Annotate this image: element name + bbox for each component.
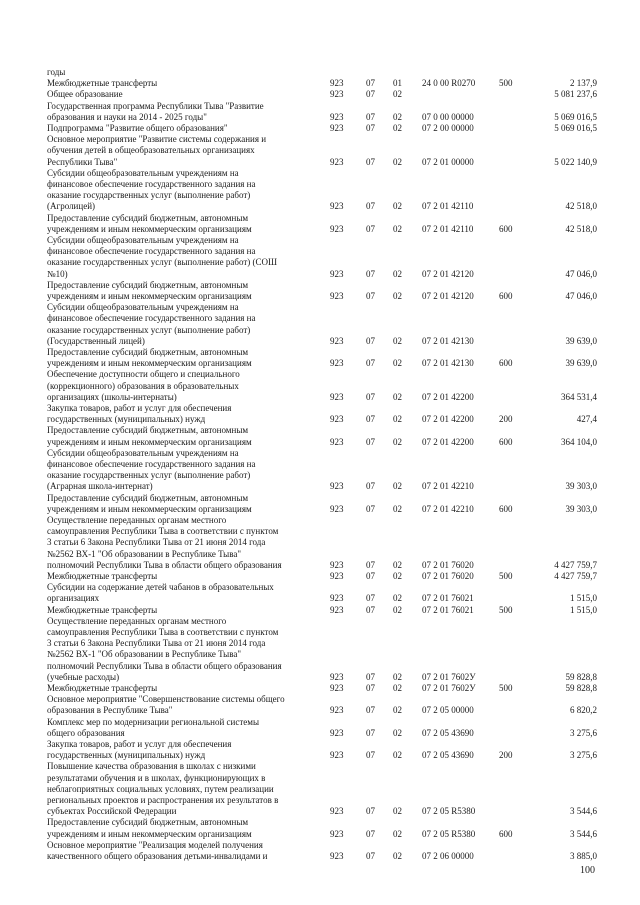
subsection-code: 02	[393, 727, 402, 738]
row-name-line: Основное мероприятие "Развитие системы содержания и	[47, 134, 267, 145]
ved-code: 923	[330, 727, 344, 738]
amount: 42 518,0	[565, 223, 597, 234]
table-row	[0, 515, 640, 571]
target-article-code: 07 2 01 76020	[422, 571, 474, 581]
row-name-line: учреждениям и иным некоммерческим организациям	[47, 828, 252, 839]
row-name-line: учреждениям и иным некоммерческим организациям	[47, 436, 252, 447]
expense-type-code: 600	[499, 290, 513, 301]
amount: 4 427 759,7	[554, 559, 597, 570]
row-name-line: Межбюджетные трансферты	[47, 604, 158, 615]
subsection-code: 02	[393, 503, 402, 514]
row-name-line: 3 статьи 6 Закона Республики Тыва от 21 июня 2014 года	[47, 537, 266, 548]
row-name	[47, 739, 319, 761]
row-name-line: Закупка товаров, работ и услуг для обеспечения	[47, 739, 232, 749]
row-name-line: годы	[47, 67, 66, 77]
target-article-code: 07 2 01 76021	[422, 604, 474, 615]
row-name	[47, 213, 319, 235]
section-code: 07	[366, 123, 375, 133]
section-code: 07	[366, 571, 375, 581]
row-name	[47, 168, 319, 213]
table-row	[0, 213, 640, 235]
section-code: 07	[366, 436, 375, 447]
subsection-code: 02	[393, 111, 402, 122]
ved-code: 923	[330, 335, 344, 346]
row-name-line: качественного общего образования детьми-инвалидами и	[47, 851, 268, 861]
section-code: 07	[366, 223, 375, 234]
section-code: 07	[366, 683, 375, 693]
row-name-line: учреждениям и иным некоммерческим организациям	[47, 503, 252, 514]
section-code: 07	[366, 850, 375, 861]
row-name-line: Основное мероприятие "Совершенствование системы общего	[47, 694, 285, 705]
amount: 5 022 140,9	[554, 156, 597, 167]
row-name-line: (Государственный лицей)	[47, 335, 145, 346]
ved-code: 923	[330, 671, 344, 682]
ved-code: 923	[330, 290, 344, 301]
expense-type-code: 600	[499, 223, 513, 234]
row-name-line: Предоставление субсидий бюджетным, автономным	[47, 492, 249, 503]
target-article-code: 07 2 01 42200	[422, 391, 474, 402]
row-name-line: финансовое обеспечение государственного задания на	[47, 313, 256, 324]
row-name-line: Предоставление субсидий бюджетным, автономным	[47, 425, 249, 436]
row-name-line: государственных (муниципальных) нужд	[47, 750, 206, 761]
target-article-code: 07 2 01 42120	[422, 290, 474, 301]
subsection-code: 02	[393, 268, 402, 279]
row-name-line: Повышение качества образования в школах с низкими	[47, 761, 256, 772]
amount: 42 518,0	[565, 201, 597, 212]
subsection-code: 01	[393, 78, 402, 89]
row-name-line: Предоставление субсидий бюджетным, автономным	[47, 817, 249, 828]
subsection-code: 02	[393, 806, 402, 817]
target-article-code: 07 2 01 76020	[422, 559, 474, 570]
target-article-code: 07 2 06 00000	[422, 850, 474, 861]
ved-code: 923	[330, 123, 344, 133]
row-name	[47, 134, 319, 168]
amount: 3 885,0	[570, 850, 597, 861]
amount: 6 820,2	[570, 705, 597, 716]
row-name-line: Субсидии общеобразовательным учреждениям на	[47, 235, 239, 245]
section-code: 07	[366, 201, 375, 212]
subsection-code: 02	[393, 705, 402, 716]
amount: 3 544,6	[570, 828, 597, 839]
amount: 364 531,4	[561, 391, 597, 402]
table-row	[0, 347, 640, 369]
row-name-line: субъектах Российской Федерации	[47, 806, 177, 817]
row-name	[47, 515, 319, 571]
ved-code: 923	[330, 358, 344, 369]
row-name	[47, 302, 319, 347]
target-article-code: 07 0 00 00000	[422, 111, 474, 122]
table-row	[0, 605, 640, 616]
row-name-line: Обеспечение доступности общего и специального	[47, 369, 240, 380]
section-code: 07	[366, 414, 375, 425]
row-name-line: государственных (муниципальных) нужд	[47, 414, 206, 425]
target-article-code: 07 2 01 42130	[422, 358, 474, 369]
row-name	[47, 89, 319, 100]
table-row	[0, 168, 640, 213]
subsection-code: 02	[393, 850, 402, 861]
row-name	[47, 683, 319, 694]
row-name-line: оказание государственных услуг (выполнение работ)	[47, 190, 251, 201]
table-row	[0, 78, 640, 89]
target-article-code: 07 2 01 42110	[422, 223, 474, 234]
row-name-line: Субсидии общеобразовательным учреждениям на	[47, 167, 239, 178]
row-name	[47, 235, 319, 280]
amount: 1 515,0	[570, 593, 597, 604]
amount: 39 639,0	[565, 358, 597, 369]
ved-code: 923	[330, 436, 344, 447]
row-name-line: полномочий Республики Тыва в области общего образования	[47, 559, 282, 570]
target-article-code: 07 2 01 42210	[422, 481, 474, 492]
row-name-line: (коррекционного) образования в образовательных	[47, 380, 239, 391]
row-name-line: региональных проектов и распространения их результатов в	[47, 795, 279, 805]
amount: 59 828,8	[565, 671, 597, 682]
row-name-line: финансовое обеспечение государственного задания на	[47, 246, 256, 257]
amount: 2 137,9	[570, 78, 597, 89]
page-number: 100	[580, 865, 595, 876]
target-article-code: 07 2 01 42110	[422, 201, 474, 212]
row-name-line: оказание государственных услуг (выполнение работ)	[47, 324, 251, 335]
row-name	[47, 403, 319, 425]
row-name-line: №2562 ВХ-1 "Об образовании в Республике Тыва"	[47, 548, 242, 559]
row-name-line: 3 статьи 6 Закона Республики Тыва от 21 июня 2014 года	[47, 638, 266, 649]
section-code: 07	[366, 604, 375, 615]
section-code: 07	[366, 358, 375, 369]
row-name-line: самоуправления Республики Тыва в соответствии с пунктом	[47, 526, 279, 537]
ved-code: 923	[330, 268, 344, 279]
subsection-code: 02	[393, 593, 402, 604]
row-name	[47, 369, 319, 403]
subsection-code: 02	[393, 571, 402, 581]
target-article-code: 07 2 01 7602У	[422, 671, 476, 682]
ved-code: 923	[330, 604, 344, 615]
table-row	[0, 739, 640, 761]
subsection-code: 02	[393, 559, 402, 570]
row-name-line: Субсидии общеобразовательным учреждениям на	[47, 447, 239, 458]
row-name-line: организациях (школы-интернаты)	[47, 391, 177, 402]
row-name-line: учреждениям и иным некоммерческим организациям	[47, 358, 252, 369]
amount: 427,4	[576, 414, 597, 425]
expense-type-code: 600	[499, 828, 513, 839]
table-row	[0, 403, 640, 425]
table-row	[0, 493, 640, 515]
row-name	[47, 840, 319, 862]
ved-code: 923	[330, 806, 344, 817]
section-code: 07	[366, 593, 375, 604]
target-article-code: 24 0 00 R0270	[422, 78, 476, 89]
target-article-code: 07 2 05 R5380	[422, 806, 476, 817]
row-name-line: Закупка товаров, работ и услуг для обеспечения	[47, 403, 232, 413]
ved-code: 923	[330, 111, 344, 122]
expense-type-code: 600	[499, 436, 513, 447]
row-name-line: Предоставление субсидий бюджетным, автономным	[47, 347, 249, 357]
row-name-line: Осуществление переданных органам местного	[47, 515, 227, 525]
expense-type-code: 500	[499, 78, 513, 89]
row-name-line: Межбюджетные трансферты	[47, 683, 158, 693]
row-name-line: образования и науки на 2014 - 2025 годы"	[47, 111, 207, 122]
section-code: 07	[366, 111, 375, 122]
table-row	[0, 302, 640, 347]
section-code: 07	[366, 828, 375, 839]
row-name	[47, 717, 319, 739]
subsection-code: 02	[393, 358, 402, 369]
row-name-line: финансовое обеспечение государственного задания на	[47, 459, 256, 469]
subsection-code: 02	[393, 223, 402, 234]
amount: 39 303,0	[565, 481, 597, 492]
section-code: 07	[366, 503, 375, 514]
amount: 59 828,8	[565, 683, 597, 693]
row-name-line: (Аграрная школа-интернат)	[47, 481, 153, 492]
subsection-code: 02	[393, 414, 402, 425]
subsection-code: 02	[393, 156, 402, 167]
row-name	[47, 67, 319, 78]
amount: 5 081 237,6	[554, 89, 597, 100]
section-code: 07	[366, 727, 375, 738]
ved-code: 923	[330, 201, 344, 212]
subsection-code: 02	[393, 604, 402, 615]
ved-code: 923	[330, 705, 344, 716]
ved-code: 923	[330, 481, 344, 492]
ved-code: 923	[330, 571, 344, 581]
row-name-line: (учебные расходы)	[47, 671, 120, 682]
table-row	[0, 717, 640, 739]
table-row	[0, 840, 640, 862]
subsection-code: 02	[393, 290, 402, 301]
row-name-line: организациях	[47, 593, 100, 604]
ved-code: 923	[330, 828, 344, 839]
amount: 47 046,0	[565, 290, 597, 301]
section-code: 07	[366, 391, 375, 402]
expense-type-code: 600	[499, 503, 513, 514]
row-name-line: Субсидии общеобразовательным учреждениям на	[47, 302, 239, 313]
subsection-code: 02	[393, 671, 402, 682]
row-name-line: общего образования	[47, 727, 125, 738]
ved-code: 923	[330, 78, 344, 89]
ved-code: 923	[330, 850, 344, 861]
row-name-line: №2562 ВХ-1 "Об образовании в Республике Тыва"	[47, 649, 242, 660]
row-name-line: Подпрограмма "Развитие общего образования"	[47, 123, 228, 133]
row-name-line: Республики Тыва"	[47, 156, 118, 167]
amount: 5 069 016,5	[554, 123, 597, 133]
table-row	[0, 448, 640, 493]
row-name	[47, 571, 319, 582]
target-article-code: 07 2 00 00000	[422, 123, 474, 133]
subsection-code: 02	[393, 828, 402, 839]
row-name-line: неблагоприятных социальных условиях, путем реализации	[47, 783, 274, 794]
target-article-code: 07 2 01 42120	[422, 268, 474, 279]
amount: 364 104,0	[561, 436, 597, 447]
expense-type-code: 500	[499, 571, 513, 581]
subsection-code: 02	[393, 123, 402, 133]
row-name-line: Общее образование	[47, 89, 123, 100]
subsection-code: 02	[393, 89, 402, 100]
subsection-code: 02	[393, 683, 402, 693]
subsection-code: 02	[393, 750, 402, 761]
row-name-line: Основное мероприятие "Реализация моделей получения	[47, 839, 263, 850]
row-name	[47, 694, 319, 716]
ved-code: 923	[330, 223, 344, 234]
section-code: 07	[366, 806, 375, 817]
table-row	[0, 616, 640, 683]
row-name-line: финансовое обеспечение государственного задания на	[47, 179, 256, 189]
row-name-line: Государственная программа Республики Тыва "Развитие	[47, 100, 264, 111]
target-article-code: 07 2 05 43690	[422, 727, 474, 738]
row-name	[47, 761, 319, 817]
row-name	[47, 101, 319, 123]
row-name-line: самоуправления Республики Тыва в соответствии с пунктом	[47, 627, 279, 637]
table-row	[0, 280, 640, 302]
target-article-code: 07 2 01 42200	[422, 436, 474, 447]
row-name	[47, 817, 319, 839]
target-article-code: 07 2 01 76021	[422, 593, 474, 604]
section-code: 07	[366, 481, 375, 492]
row-name-line: учреждениям и иным некоммерческим организациям	[47, 223, 252, 234]
row-name	[47, 448, 319, 493]
row-name	[47, 605, 319, 616]
target-article-code: 07 2 01 42210	[422, 503, 474, 514]
ved-code: 923	[330, 89, 344, 100]
subsection-code: 02	[393, 436, 402, 447]
amount: 47 046,0	[565, 268, 597, 279]
table-row	[0, 67, 640, 78]
section-code: 07	[366, 78, 375, 89]
ved-code: 923	[330, 391, 344, 402]
table-row	[0, 683, 640, 694]
row-name-line: Предоставление субсидий бюджетным, автономным	[47, 212, 249, 223]
ved-code: 923	[330, 683, 344, 693]
subsection-code: 02	[393, 481, 402, 492]
expense-type-code: 200	[499, 750, 513, 761]
expense-type-code: 500	[499, 604, 513, 615]
row-name	[47, 425, 319, 447]
table-row	[0, 582, 640, 604]
expense-type-code: 500	[499, 683, 513, 693]
table-row	[0, 425, 640, 447]
target-article-code: 07 2 05 00000	[422, 705, 474, 716]
amount: 39 303,0	[565, 503, 597, 514]
ved-code: 923	[330, 559, 344, 570]
row-name	[47, 280, 319, 302]
row-name-line: Предоставление субсидий бюджетным, автономным	[47, 279, 249, 290]
amount: 3 544,6	[570, 806, 597, 817]
ved-code: 923	[330, 503, 344, 514]
row-name-line: учреждениям и иным некоммерческим организациям	[47, 291, 252, 301]
expense-type-code: 200	[499, 414, 513, 425]
ved-code: 923	[330, 156, 344, 167]
row-name-line: (Агролицей)	[47, 201, 96, 212]
subsection-code: 02	[393, 391, 402, 402]
section-code: 07	[366, 89, 375, 100]
row-name-line: результатами обучения и в школах, функционирующих в	[47, 772, 266, 783]
table-row	[0, 123, 640, 134]
row-name-line: полномочий Республики Тыва в области общего образования	[47, 660, 282, 671]
section-code: 07	[366, 559, 375, 570]
section-code: 07	[366, 268, 375, 279]
target-article-code: 07 2 05 43690	[422, 750, 474, 761]
row-name	[47, 347, 319, 369]
amount: 4 427 759,7	[554, 571, 597, 581]
row-name	[47, 616, 319, 683]
section-code: 07	[366, 335, 375, 346]
amount: 3 275,6	[570, 727, 597, 738]
row-name-line: оказание государственных услуг (выполнение работ)	[47, 470, 251, 481]
table-row	[0, 235, 640, 280]
expense-type-code: 600	[499, 358, 513, 369]
subsection-code: 02	[393, 201, 402, 212]
table-row	[0, 817, 640, 839]
table-row	[0, 89, 640, 100]
table-row	[0, 134, 640, 168]
row-name-line: Межбюджетные трансферты	[47, 571, 158, 581]
amount: 1 515,0	[570, 604, 597, 615]
table-row	[0, 694, 640, 716]
target-article-code: 07 2 01 00000	[422, 156, 474, 167]
row-name-line: образования в Республике Тыва"	[47, 705, 173, 716]
ved-code: 923	[330, 593, 344, 604]
row-name-line: Осуществление переданных органам местного	[47, 615, 227, 626]
row-name	[47, 123, 319, 134]
table-row	[0, 571, 640, 582]
table-row	[0, 101, 640, 123]
table-row	[0, 369, 640, 403]
row-name-line: Субсидии на содержание детей чабанов в образовательных	[47, 582, 274, 593]
table-row	[0, 761, 640, 817]
subsection-code: 02	[393, 335, 402, 346]
row-name-line: оказание государственных услуг (выполнение работ) (СОШ	[47, 257, 278, 268]
row-name-line: Межбюджетные трансферты	[47, 78, 158, 89]
target-article-code: 07 2 01 7602У	[422, 683, 476, 693]
section-code: 07	[366, 156, 375, 167]
row-name	[47, 582, 319, 604]
section-code: 07	[366, 750, 375, 761]
amount: 39 639,0	[565, 335, 597, 346]
section-code: 07	[366, 705, 375, 716]
target-article-code: 07 2 05 R5380	[422, 828, 476, 839]
target-article-code: 07 2 01 42200	[422, 414, 474, 425]
row-name-line: обучения детей в общеобразовательных организациях	[47, 145, 255, 156]
section-code: 07	[366, 290, 375, 301]
ved-code: 923	[330, 414, 344, 425]
section-code: 07	[366, 671, 375, 682]
amount: 3 275,6	[570, 750, 597, 761]
row-name-line: Комплекс мер по модернизации региональной системы	[47, 716, 260, 727]
row-name-line: №10)	[47, 268, 68, 279]
row-name	[47, 78, 319, 89]
row-name	[47, 493, 319, 515]
ved-code: 923	[330, 750, 344, 761]
target-article-code: 07 2 01 42130	[422, 335, 474, 346]
amount: 5 069 016,5	[554, 111, 597, 122]
